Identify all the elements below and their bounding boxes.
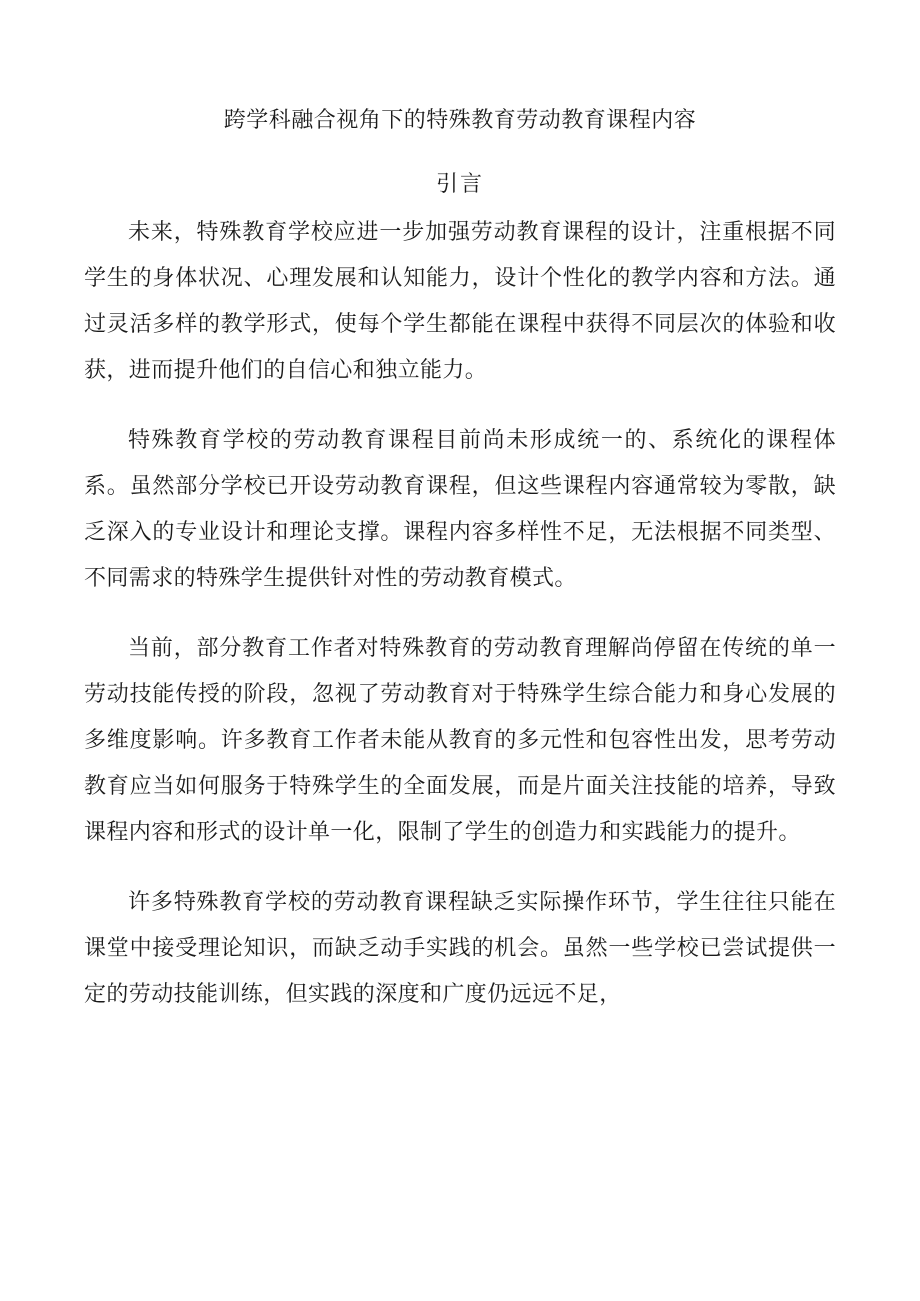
document-title: 跨学科融合视角下的特殊教育劳动教育课程内容 [223, 108, 697, 133]
section-heading: 引言 [435, 172, 484, 197]
paragraph: 许多特殊教育学校的劳动教育课程缺乏实际操作环节，学生往往只能在课堂中接受理论知识，而缺乏动手实践的机会。虽然一些学校已尝试提供一定的劳动技能训练，但实践的深度和广度仍远远不足， [84, 890, 836, 1007]
document-body [84, 210, 836, 1042]
paragraph: 未来，特殊教育学校应进一步加强劳动教育课程的设计，注重根据不同学生的身体状况、心理发展和认知能力，设计个性化的教学内容和方法。通过灵活多样的教学形式，使每个学生都能在课程中获得不同层次的体验和收获，进而提升他们的自信心和独立能力。 [84, 220, 836, 383]
paragraph: 特殊教育学校的劳动教育课程目前尚未形成统一的、系统化的课程体系。虽然部分学校已开设劳动教育课程，但这些课程内容通常较为零散，缺乏深入的专业设计和理论支撑。课程内容多样性不足，无法根据不同类型、不同需求的特殊学生提供针对性的劳动教育模式。 [84, 428, 836, 591]
paragraph: 当前，部分教育工作者对特殊教育的劳动教育理解尚停留在传统的单一劳动技能传授的阶段，忽视了劳动教育对于特殊学生综合能力和身心发展的多维度影响。许多教育工作者未能从教育的多元性和包容性出发，思考劳动教育应当如何服务于特殊学生的全面发展，而是片面关注技能的培养，导致课程内容和形式的设计单一化，限制了学生的创造力和实践能力的提升。 [84, 636, 836, 845]
